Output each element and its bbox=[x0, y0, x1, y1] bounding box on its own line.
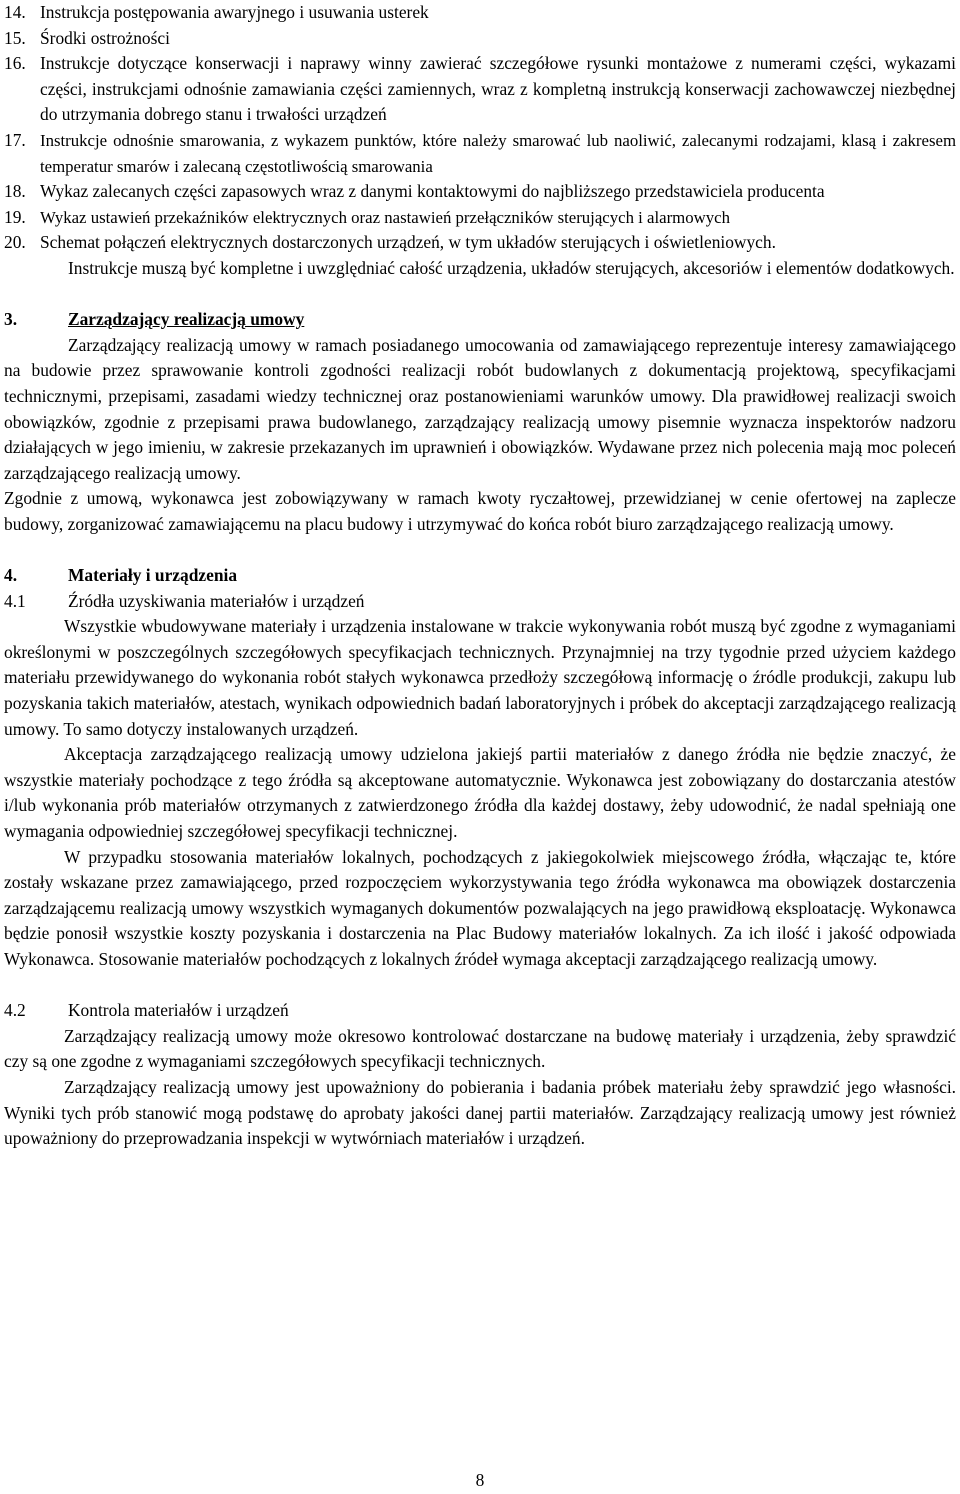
subsection-title: Kontrola materiałów i urządzeń bbox=[68, 1000, 289, 1021]
list-item-text: Wykaz zalecanych części zapasowych wraz z danymi kontaktowymi do najbliższego przedstawiciela producenta bbox=[40, 181, 825, 202]
list-item-text: Schemat połączeń elektrycznych dostarczonych urządzeń, w tym układów sterujących i oświetleniowych. bbox=[40, 232, 776, 253]
list-item-number: 15. bbox=[4, 27, 26, 48]
list-item-text: Wykaz ustawień przekaźników elektrycznych oraz nastawień przełączników sterujących i alarmowych bbox=[40, 207, 730, 227]
section-4-heading bbox=[4, 563, 956, 589]
section-title: Zarządzający realizacją umowy bbox=[68, 309, 305, 330]
list-item bbox=[4, 26, 956, 52]
list-item-text: Instrukcje dotyczące konserwacji i naprawy winny zawierać szczegółowe rysunki montażowe z numerami części, wykazami części, instrukcjami odnośnie zamawiania części zamiennych, wraz z kompletną instrukcją konserwacji zachowawczej niezbędnej do utrzymania dobrego stanu i trwałości urządzeń bbox=[40, 53, 956, 125]
list-item bbox=[4, 128, 956, 179]
paragraph: W przypadku stosowania materiałów lokalnych, pochodzących z jakiegokolwiek miejscowego źródła, włączając te, które zostały wskazane przez zamawiającego, przed rozpoczęciem wykorzystywania tego źródła wykonawca ma obowiązek dostarczenia zarządzającemu realizacją umowy wszystkich wymaganych dokumentów pozwalających na jego prawidłową eksploatację. Wykonawca będzie ponosił wszystkie koszty pozyskania i dostarczenia na Plac Budowy materiałów lokalnych. Za ich ilość i jakość odpowiada Wykonawca. Stosowanie materiałów pochodzących z lokalnych źródeł wymaga akceptacji zarządzającego realizacją umowy. bbox=[4, 846, 956, 969]
list-item bbox=[4, 230, 956, 256]
section-number: 3. bbox=[4, 309, 18, 330]
instructions-note: Instrukcje muszą być kompletne i uwzględniać całość urządzenia, układów sterujących, akcesoriów i elementów dodatkowych. bbox=[68, 257, 955, 278]
paragraph: Akceptacja zarządzającego realizacją umowy udzielona jakiejś partii materiałów z danego źródła nie będzie znaczyć, że wszystkie materiały pochodzące z tego źródła są akceptowane automatycznie. Wykonawca jest zobowiązany do dostarczania atestów i/lub wykonania prób materiałów otrzymanych z zatwierdzonego źródła dla każdej dostawy, żeby udowodnić, że nadal spełniają one wymagania odpowiedniej szczegółowej specyfikacji technicznej. bbox=[4, 744, 956, 841]
list-item-number: 16. bbox=[4, 53, 26, 74]
list-item-number: 20. bbox=[4, 232, 26, 253]
subsection-4-2-heading bbox=[4, 998, 956, 1024]
paragraph: Wszystkie wbudowywane materiały i urządzenia instalowane w trakcie wykonywania robót muszą być zgodne z wymaganiami określonymi w poszczególnych szczegółowych specyfikacjach technicznych. Przynajmniej na trzy tygodnie przed użyciem każdego materiału przewidywanego do wykonania robót stałych wykonawca przedłoży szczegółową informację o źródle produkcji, zakupu lub pozyskania takich materiałów, atestach, wynikach odpowiednich badań laboratoryjnych i próbek do akceptacji zarządzającego realizacją umowy. To samo dotyczy instalowanych urządzeń. bbox=[4, 616, 956, 739]
subsection-number: 4.1 bbox=[4, 590, 26, 611]
section-number: 4. bbox=[4, 565, 18, 586]
list-item bbox=[4, 0, 956, 26]
list-item-text: Instrukcja postępowania awaryjnego i usuwania usterek bbox=[40, 2, 429, 22]
section-3-heading bbox=[4, 307, 956, 333]
page-number: 8 bbox=[475, 1470, 485, 1490]
subsection-title: Źródła uzyskiwania materiałów i urządzeń bbox=[68, 590, 365, 611]
list-item bbox=[4, 205, 956, 231]
section-title: Materiały i urządzenia bbox=[68, 565, 238, 586]
paragraph: Zarządzający realizacją umowy w ramach posiadanego umocowania od zamawiającego reprezentuje interesy zamawiającego na budowie przez sprawowanie kontroli zgodności realizacji robót budowlanych z dokumentacją projektową, specyfikacjami technicznymi, przepisami, zasadami wiedzy technicznej oraz postanowieniami warunków umowy. Dla prawidłowej realizacji swoich obowiązków, zgodnie z przepisami prawa budowlanego, zarządzający realizacją umowy pisemnie wyznacza inspektorów nadzoru działających w jego imieniu, w zakresie przekazanych im uprawnień i obowiązków. Wydawane przez nich polecenia mają moc poleceń zarządzającego realizacją umowy. bbox=[4, 334, 956, 483]
list-item bbox=[4, 179, 956, 205]
subsection-4-1-heading bbox=[4, 589, 956, 615]
paragraph: Zarządzający realizacją umowy może okresowo kontrolować dostarczane na budowę materiały i urządzenia, żeby sprawdzić czy są one zgodne z wymaganiami szczegółowych specyfikacji technicznych. bbox=[4, 1025, 956, 1072]
subsection-number: 4.2 bbox=[4, 1000, 26, 1021]
paragraph: Zarządzający realizacją umowy jest upoważniony do pobierania i badania próbek materiału żeby sprawdzić jego własności. Wyniki tych prób stanowić mogą podstawę do aprobaty jakości danej partii materiałów. Zarządzający realizacją umowy jest również upoważniony do przeprowadzania inspekcji w wytwórniach materiałów i urządzeń. bbox=[4, 1076, 956, 1149]
list-item-number: 18. bbox=[4, 181, 26, 202]
list-item-number: 19. bbox=[4, 206, 26, 227]
list-item-number: 17. bbox=[4, 129, 26, 150]
list-item bbox=[4, 51, 956, 128]
paragraph: Zgodnie z umową, wykonawca jest zobowiązywany w ramach kwoty ryczałtowej, przewidzianej w cenie ofertowej na zaplecze budowy, zorganizować zamawiającemu na placu budowy i utrzymywać do końca robót biuro zarządzającego realizacją umowy. bbox=[4, 488, 956, 534]
list-item-text: Instrukcje odnośnie smarowania, z wykazem punktów, które należy smarować lub naoliwić, zalecanymi rodzajami, klasą i zakresem temperatur smarów i zalecaną częstotliwością smarowania bbox=[40, 130, 956, 176]
list-item-text: Środki ostrożności bbox=[40, 27, 170, 48]
list-item-number: 14. bbox=[4, 2, 26, 22]
document-page bbox=[4, 0, 956, 1152]
